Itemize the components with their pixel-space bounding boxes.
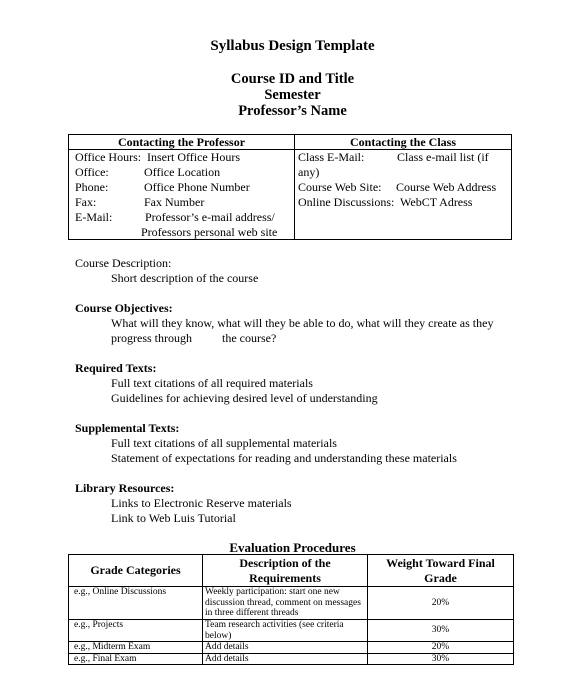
course-description-text: Short description of the course (111, 271, 259, 285)
course-objectives-heading: Course Objectives: (75, 301, 173, 315)
online-discussions-label: Online Discussions: (298, 195, 395, 209)
document-title: Syllabus Design Template (210, 38, 375, 54)
evaluation-table (68, 554, 514, 665)
fax-value: Fax Number (144, 195, 205, 209)
table-row (69, 653, 514, 665)
weight-header: Weight Toward Final Grade (368, 555, 514, 587)
course-website-label: Course Web Site: (298, 180, 382, 194)
office-hours-label: Office Hours: (75, 150, 142, 164)
course-objectives-line-2: progress through (111, 331, 192, 345)
office-value: Office Location (144, 165, 221, 179)
table-row (69, 620, 514, 642)
course-website-value: Course Web Address (396, 180, 497, 194)
grade-category: e.g., Online Discussions (69, 587, 203, 620)
email-value: Professor’s e-mail address/ (145, 210, 275, 224)
required-texts-heading: Required Texts: (75, 361, 157, 375)
grade-description: Add details (203, 653, 368, 665)
grade-weight: 30% (368, 653, 514, 665)
table-row (69, 642, 514, 654)
library-resources-line-2: Link to Web Luis Tutorial (111, 511, 236, 525)
required-texts-line-2: Guidelines for achieving desired level of understanding (111, 391, 378, 405)
library-resources-heading: Library Resources: (75, 481, 175, 495)
email-label: E-Mail: (75, 210, 113, 224)
contact-column-divider (294, 135, 295, 239)
grade-weight: 20% (368, 642, 514, 654)
course-id-title: Course ID and Title (230, 71, 355, 87)
grade-category: e.g., Midterm Exam (69, 642, 203, 654)
fax-label: Fax: (75, 195, 97, 209)
office-hours-value: Insert Office Hours (147, 150, 241, 164)
office-label: Office: (75, 165, 109, 179)
class-email-label: Class E-Mail: (298, 150, 365, 164)
evaluation-header-row (69, 555, 514, 587)
course-objectives-line-1: What will they know, what will they be able to do, what will they create as they (111, 316, 494, 330)
professor-name: Professor’s Name (238, 103, 347, 119)
online-discussions-value: WebCT Adress (400, 195, 473, 209)
grade-categories-header: Grade Categories (69, 555, 203, 587)
supplemental-texts-heading: Supplemental Texts: (75, 421, 180, 435)
personal-website: Professors personal web site (141, 225, 278, 239)
class-email-wrap: any) (298, 165, 320, 179)
phone-value: Office Phone Number (144, 180, 250, 194)
contact-class-header: Contacting the Class (349, 135, 456, 149)
contact-professor-header: Contacting the Professor (117, 135, 246, 149)
evaluation-title: Evaluation Procedures (229, 540, 356, 555)
class-email-value: Class e-mail list (if (397, 150, 489, 164)
supplemental-texts-line-1: Full text citations of all supplemental materials (111, 436, 337, 450)
grade-category: e.g., Projects (69, 620, 203, 642)
course-description-heading: Course Description: (75, 256, 172, 270)
contact-table (68, 134, 512, 240)
phone-label: Phone: (75, 180, 109, 194)
grade-category: e.g., Final Exam (69, 653, 203, 665)
supplemental-texts-line-2: Statement of expectations for reading and understanding these materials (111, 451, 457, 465)
grade-weight: 20% (368, 587, 514, 620)
grade-weight: 30% (368, 620, 514, 642)
course-objectives-line-3: the course? (222, 331, 277, 345)
required-texts-line-1: Full text citations of all required materials (111, 376, 313, 390)
semester: Semester (264, 87, 321, 103)
grade-description: Add details (203, 642, 368, 654)
grade-description: Team research activities (see criteria below) (203, 620, 368, 642)
grade-description: Weekly participation: start one new discussion thread, comment on messages in three different threads (203, 587, 368, 620)
library-resources-line-1: Links to Electronic Reserve materials (111, 496, 292, 510)
table-row (69, 587, 514, 620)
description-header: Description of the Requirements (203, 555, 368, 587)
